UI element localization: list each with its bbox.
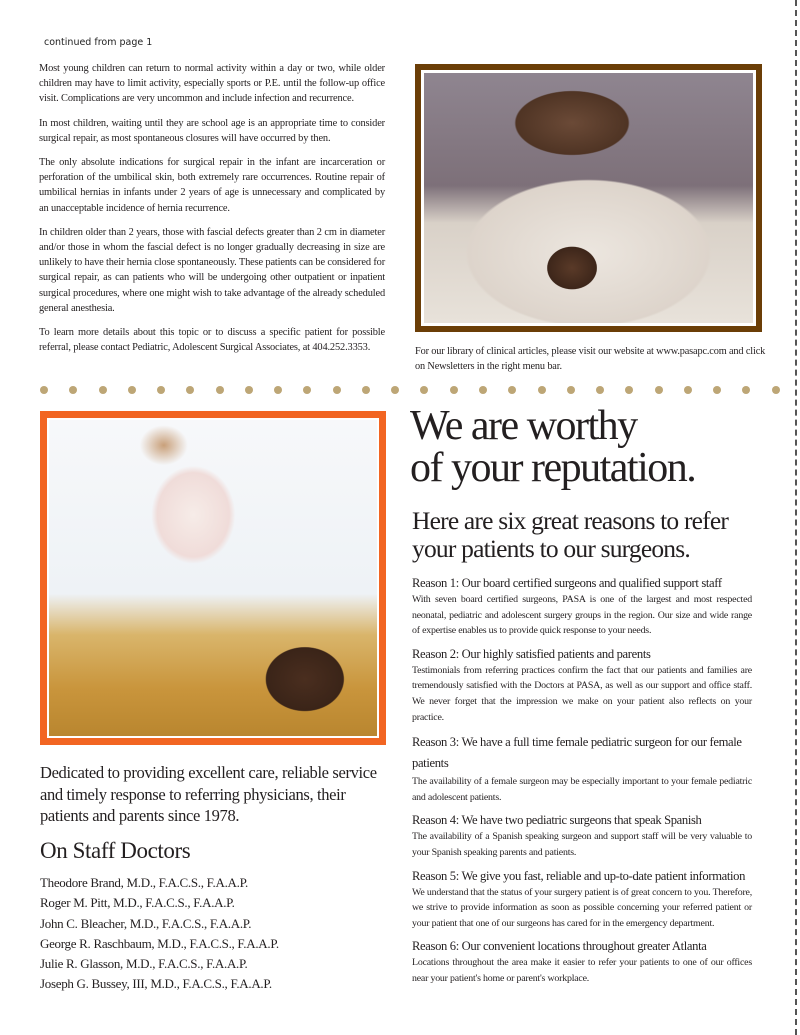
reason-body: The availability of a female surgeon may be especially important to your female pediatric and adolescent patients.: [412, 776, 752, 803]
reason-body: We understand that the status of your surgery patient is of great concern to you. Therefore, we strive to provide information as soon as possible concerning your referred patient or your patient that one of our surgeons has cared for in the emergency department.: [412, 886, 752, 929]
separator-dot: [713, 386, 721, 394]
article-continuation: [39, 61, 385, 364]
doctor-name: Julie R. Glasson, M.D., F.A.C.S., F.A.A.P.: [40, 956, 248, 972]
separator-dot: [567, 386, 575, 394]
separator-dot: [99, 386, 107, 394]
separator-dot: [450, 386, 458, 394]
reason-item: [412, 812, 752, 860]
separator-dot: [772, 386, 780, 394]
cut-line-dashed: [795, 0, 797, 1035]
reason-item: [412, 575, 752, 639]
article-paragraph: In children older than 2 years, those with fascial defects greater than 2 cm in diameter and/or those in whom the fascial defect is no longer gradually decreasing in size are unlikely to have their hernia close spontaneously. These patients can be considered for surgical repair, as can patients who will be undergoing other outpatient or inpatient surgical procedures, where one might wish to take advantage of the already scheduled general anesthesia.: [39, 226, 385, 314]
reason-item: [412, 868, 752, 932]
reason-title: Reason 6: Our convenient locations throughout greater Atlanta: [412, 939, 707, 954]
separator-dot: [596, 386, 604, 394]
reasons-list: [412, 575, 752, 994]
photo-mat: [421, 70, 756, 326]
article-paragraph: The only absolute indications for surgical repair in the infant are incarceration or perforation of the umbilical skin, both extremely rare occurrences. Routine repair of umbilical hernias in infants under 2 years of age is unnecessary and complicated by an unacceptable incidence of hernia recurrence.: [39, 157, 385, 214]
article-paragraph: Most young children can return to normal activity within a day or two, while older children may have to limit activity, especially sports or P.E. until the follow-up office visit. Complications are very uncommon and include infection and recurrence.: [39, 63, 385, 105]
reason-title: Reason 5: We give you fast, reliable and up-to-date patient information: [412, 868, 746, 883]
reason-body: The availability of a Spanish speaking surgeon and support staff will be very valuable to your Spanish speaking parents and patients.: [412, 831, 752, 858]
reason-item: [412, 646, 752, 725]
dotted-separator: [40, 386, 780, 396]
separator-dot: [216, 386, 224, 394]
continued-label: continued from page 1: [44, 37, 153, 48]
subhead-line: Here are six great reasons to refer: [412, 506, 729, 535]
separator-dot: [538, 386, 546, 394]
separator-dot: [625, 386, 633, 394]
separator-dot: [274, 386, 282, 394]
staff-heading: On Staff Doctors: [40, 838, 191, 863]
separator-dot: [333, 386, 341, 394]
doctor-name: Roger M. Pitt, M.D., F.A.C.S., F.A.A.P.: [40, 895, 235, 911]
separator-dot: [128, 386, 136, 394]
reason-body: Testimonials from referring practices confirm the fact that our patients and families are tremendously satisfied with the Doctors at PASA, as well as our support and office staff. We never forget that the impression we make on your patient also reflects on your practice.: [412, 664, 752, 723]
doctor-name: Theodore Brand, M.D., F.A.C.S., F.A.A.P.: [40, 875, 249, 890]
separator-dot: [508, 386, 516, 394]
separator-dot: [391, 386, 399, 394]
father-child-photo-frame: [40, 411, 386, 745]
subheadline: [412, 507, 782, 563]
mission-tagline: Dedicated to providing excellent care, reliable service and timely response to referring physicians, their patients and parents since 1978.: [40, 763, 377, 825]
mother-baby-photo-frame: [415, 64, 762, 332]
separator-dot: [479, 386, 487, 394]
photo-mat: [47, 418, 379, 738]
reason-title: Reason 3: We have a full time female pediatric surgeon for our female patients: [412, 735, 742, 771]
reason-body: Locations throughout the area make it easier to refer your patients to one of our offices near your patient's home or parent's workplace.: [412, 957, 752, 984]
reason-item: [412, 938, 752, 986]
separator-dot: [684, 386, 692, 394]
separator-dot: [186, 386, 194, 394]
headline: [410, 405, 695, 489]
reason-body: With seven board certified surgeons, PASA is one of the largest and most respected neonatal, pediatric and adolescent surgery groups in the region. Our size and wide range of expertise enables us to provide quick response to your needs.: [412, 594, 752, 637]
subhead-line: your patients to our surgeons.: [412, 534, 690, 563]
reason-item: [412, 732, 752, 805]
separator-dot: [303, 386, 311, 394]
library-caption: For our library of clinical articles, please visit our website at www.pasapc.com and click on Newsletters in the right menu bar.: [415, 346, 766, 372]
separator-dot: [742, 386, 750, 394]
separator-dot: [157, 386, 165, 394]
separator-dot: [40, 386, 48, 394]
article-paragraph: In most children, waiting until they are school age is an appropriate time to consider surgical repair, as most spontaneous closures will have occurred by then.: [39, 117, 385, 144]
reason-title: Reason 4: We have two pediatric surgeons that speak Spanish: [412, 813, 702, 828]
separator-dot: [362, 386, 370, 394]
reason-title: Reason 2: Our highly satisfied patients and parents: [412, 646, 651, 661]
contact-paragraph: To learn more details about this topic or to discuss a specific patient for possible referral, please contact Pediatric, Adolescent Surgical Associates, at 404.252.3353.: [39, 327, 385, 354]
doctor-name: George R. Raschbaum, M.D., F.A.C.S., F.A.A.P.: [40, 935, 279, 951]
separator-dot: [245, 386, 253, 394]
mother-baby-photo: [424, 73, 753, 323]
doctor-name: John C. Bleacher, M.D., F.A.C.S., F.A.A.P.: [40, 915, 252, 931]
separator-dot: [420, 386, 428, 394]
headline-line: We are worthy: [410, 403, 637, 449]
reason-title: Reason 1: Our board certified surgeons and qualified support staff: [412, 576, 722, 590]
separator-dot: [69, 386, 77, 394]
doctor-list: [40, 873, 279, 995]
separator-dot: [655, 386, 663, 394]
doctor-name: Joseph G. Bussey, III, M.D., F.A.C.S., F.A.A.P.: [40, 976, 272, 992]
father-child-photo: [49, 420, 377, 736]
headline-line: of your reputation.: [410, 445, 696, 491]
